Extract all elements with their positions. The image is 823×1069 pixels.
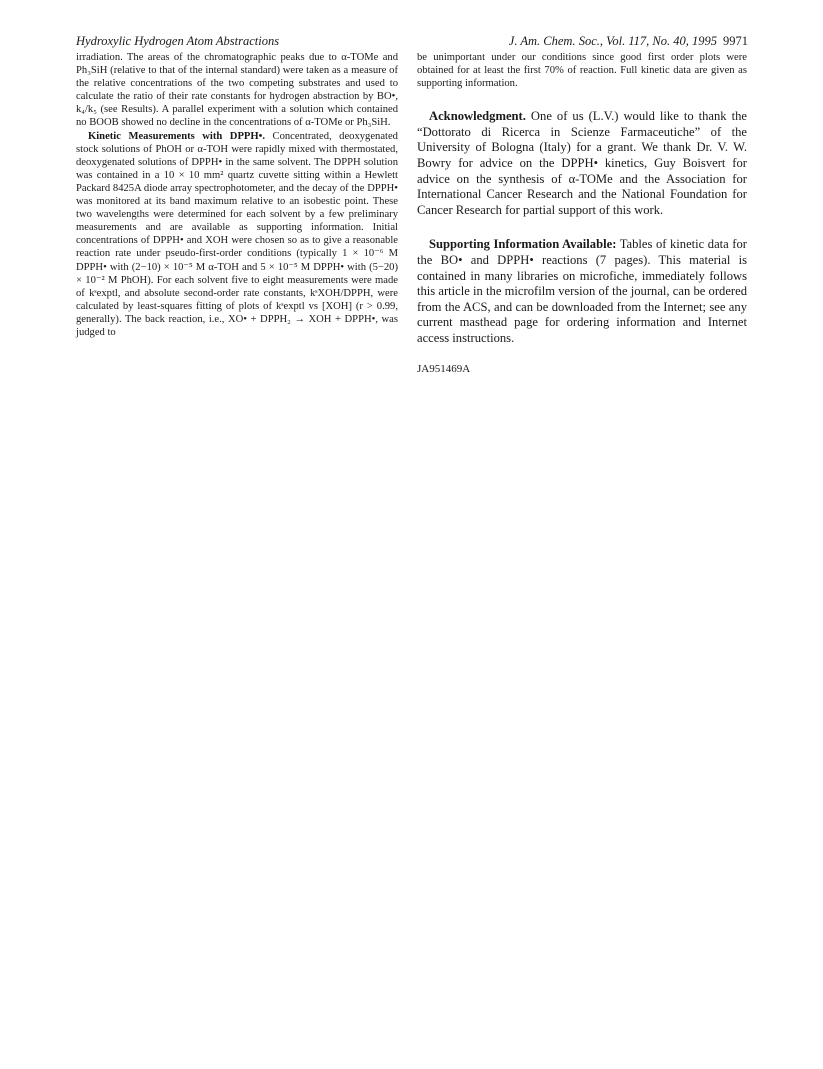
supporting-information-text: Tables of kinetic data for the BO• and DPPH• reactions (7 pages). This material is contained in many libraries on microfiche, immediately follows this article in the microfilm version of the journal, can be ordered from the ACS, and can be downloaded from the Internet; see any current masthead page for ordering information and Internet access instructions.: [417, 237, 747, 345]
acknowledgment-heading: Acknowledgment.: [429, 109, 526, 124]
supporting-information: [417, 237, 747, 346]
section-heading-kinetic-measurements: Kinetic Measurements with DPPH•.: [88, 130, 265, 142]
manuscript-id: JA951469A: [417, 362, 471, 375]
journal-reference: J. Am. Chem. Soc., Vol. 117, No. 40, 1995: [508, 34, 717, 48]
supporting-information-heading: Supporting Information Available:: [429, 237, 617, 252]
paragraph-kinetic-measurements: [76, 130, 398, 340]
journal-citation: [509, 34, 748, 49]
running-header: [76, 34, 748, 52]
acknowledgment: [417, 109, 747, 218]
running-title: Hydroxylic Hydrogen Atom Abstractions: [76, 34, 280, 48]
acknowledgment-text: One of us (L.V.) would like to thank the “Dottorato di Ricerca in Scienze Farmaceutiche” of the University of Bologna (Italy) for a grant. We thank Dr. V. W. Bowry for advice on the DPPH• kinetics, Guy Boisvert for advice on the synthesis of α-TOMe and the Association for International Cancer Research and the National Foundation for Cancer Research for partial support of this work.: [417, 109, 747, 217]
left-column: [76, 51, 398, 339]
paragraph-experimental-continued: irradiation. The areas of the chromatographic peaks due to α-TOMe and Ph₃SiH (relative to that of the internal standard) were taken as a measure of the relative concentrations of the two competing substrates and used to calculate the ratio of their rate constants for hydrogen abstraction by BO•, k₄/k₅ (see Results). A parallel experiment with a solution which contained no BOOB showed no decline in the concentrations of α-TOMe or Ph₃SiH.: [76, 52, 398, 129]
page-number: 9971: [723, 34, 748, 48]
paragraph-experimental-end: be unimportant under our conditions since good first order plots were obtained for at least the first 70% of reaction. Full kinetic data are given as supporting information.: [417, 52, 747, 90]
kinetic-measurements-text: Concentrated, deoxygenated stock solutions of PhOH or α-TOH were rapidly mixed with thermostated, deoxygenated solutions of DPPH• in the same solvent. The DPPH solution was contained in a 10 × 10 mm² quartz cuvette sitting within a Hewlett Packard 8425A diode array spectrophotometer, and the decay of the DPPH• was monitored at its band maximum relative to an isobestic point. These two wavelengths were determined for each solvent by a few preliminary measurements and are available as supporting information. Initial concentrations of DPPH• and XOH were chosen so as to give a reasonable reaction rate under pseudo-first-order conditions (typically 1 × 10⁻⁶ M DPPH• with (2−10) × 10⁻⁵ M α-TOH and 5 × 10⁻⁵ M DPPH• with (5−20) × 10⁻² M PhOH). For each solvent five to eight measurements were made of kˢexptl, and absolute second-order rate constants, kˢXOH/DPPH, were calculated by least-squares fitting of plots of kˢexptl vs [XOH] (r > 0.99, generally). The back reaction, i.e., XO• + DPPH₂ → XOH + DPPH•, was judged to: [76, 130, 398, 338]
right-column: [417, 51, 747, 376]
